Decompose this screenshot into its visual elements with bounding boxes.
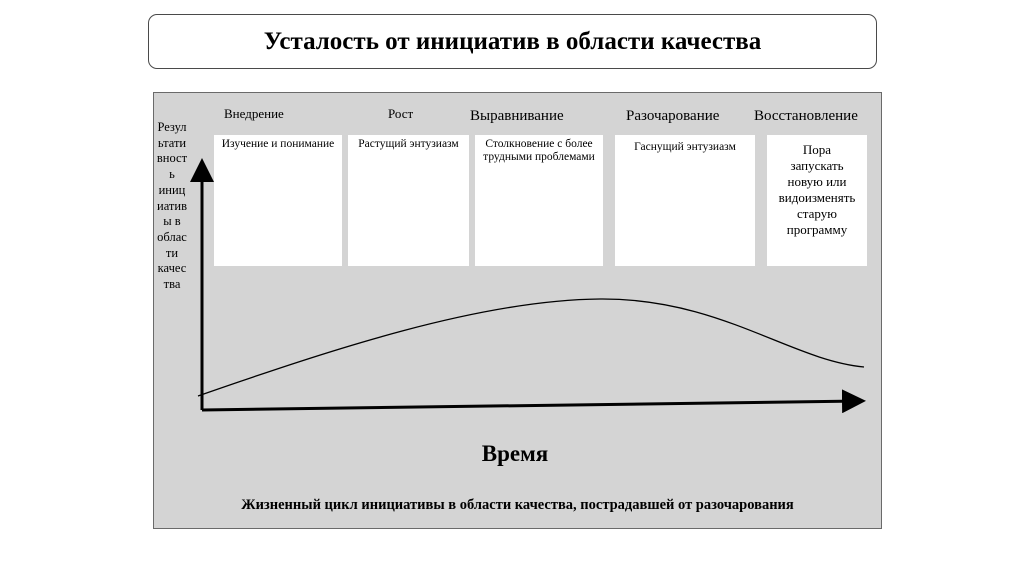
phase-card-intro: Изучение и понимание — [214, 135, 342, 266]
phase-card-leveling: Столкновение с более трудными проблемами — [475, 135, 603, 266]
phase-label-recovery: Восстановление — [754, 108, 858, 124]
y-axis-label-line: облас — [157, 229, 187, 244]
phase-card-recovery: Пора запускать новую или видоизменять старую программу — [767, 135, 867, 266]
y-axis-label-line: ьтати — [157, 135, 187, 150]
lifecycle-curve — [198, 299, 864, 396]
y-axis-label-line: ти — [165, 245, 179, 260]
phase-label-growth: Рост — [388, 106, 414, 121]
slide-title: Усталость от инициатив в области качества — [148, 14, 877, 69]
y-axis-label-line: тва — [163, 277, 181, 292]
y-axis-label-line: иатив — [157, 198, 187, 213]
phase-label-intro: Внедрение — [224, 106, 284, 121]
y-axis-label-line: качес — [157, 261, 187, 276]
y-axis-label-line: вност — [156, 151, 188, 166]
phase-card-growth: Растущий энтузиазм — [348, 135, 469, 266]
y-axis-label-line: ь — [169, 167, 175, 182]
diagram-caption: Жизненный цикл инициативы в области качества, пострадавшей от разочарования — [241, 497, 794, 513]
y-axis-label-line: Резул — [157, 120, 187, 134]
y-axis-label-line: иниц — [158, 182, 186, 197]
phase-card-disappointment: Гаснущий энтузиазм — [615, 135, 755, 266]
x-axis-arrow — [202, 401, 860, 410]
phase-label-leveling: Выравнивание — [470, 108, 564, 124]
x-axis-label: Время — [481, 441, 549, 466]
y-axis-label-line: ы в — [163, 214, 181, 229]
phase-label-disappointment: Разочарование — [626, 108, 720, 124]
